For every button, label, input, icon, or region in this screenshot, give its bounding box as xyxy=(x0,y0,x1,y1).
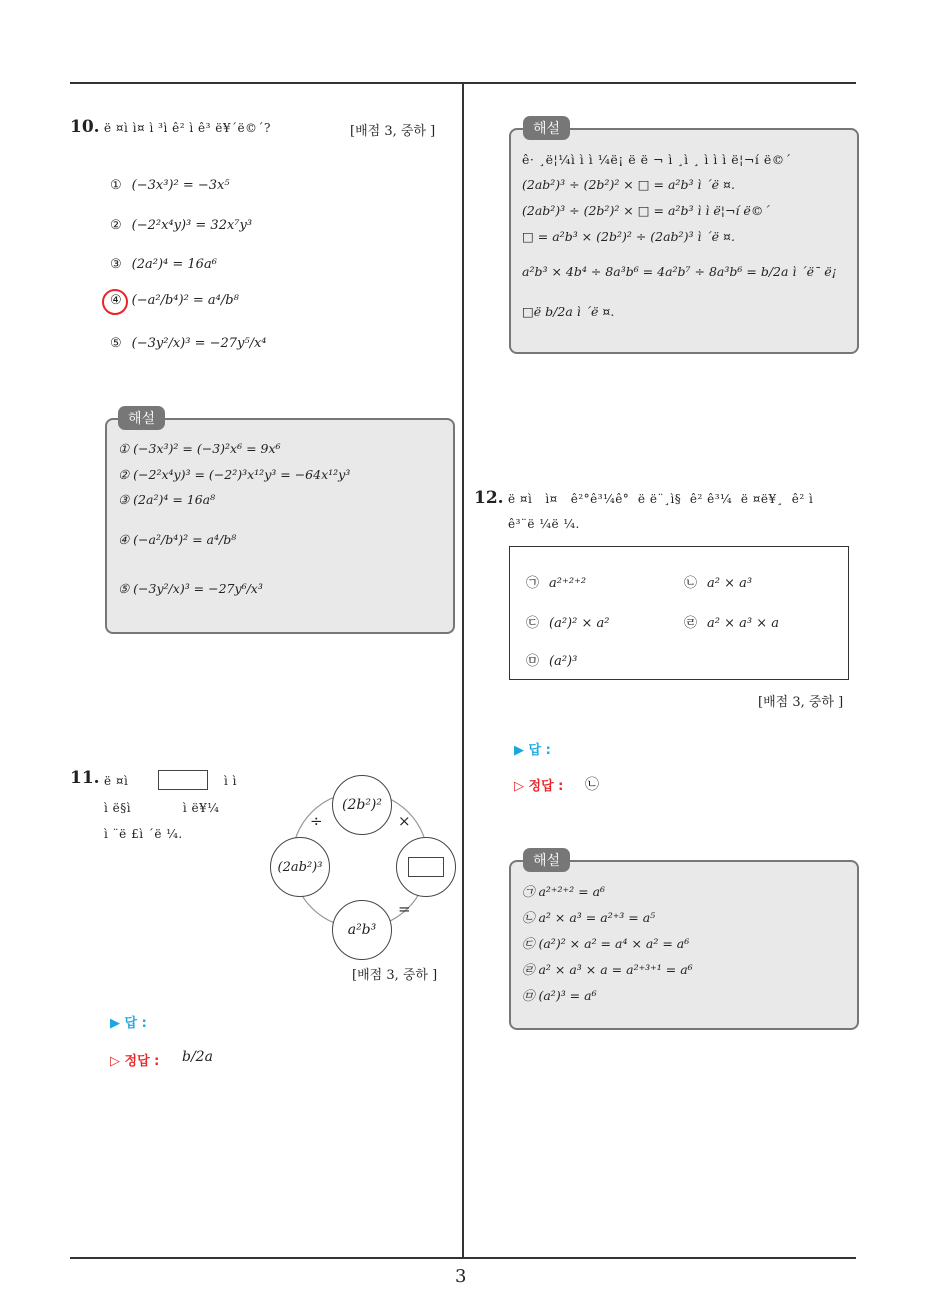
q10-choice-1[interactable] xyxy=(110,178,230,193)
q10-choice-2[interactable] xyxy=(110,218,252,233)
q10-choice-5[interactable] xyxy=(110,336,267,351)
q10-solution-line: ① (−3x³)² = (−3)²x⁶ = 9x⁶ xyxy=(118,441,281,456)
q12-solution-line: ㉢ (a²)² × a² = a⁴ × a² = a⁶ xyxy=(522,936,690,951)
option-expr: a² × a³ xyxy=(707,576,753,591)
choice-number: ① xyxy=(110,178,122,193)
q11-number: 11. xyxy=(70,768,100,788)
q11-correct-value: b/2a xyxy=(182,1049,213,1065)
q10-solution-line: ③ (2a²)⁴ = 16a⁸ xyxy=(118,492,216,507)
q12-answer-label: ▶ 답 : xyxy=(514,743,551,758)
q10-prompt: ë ¤ì ì¤ ì ³ì ê² ì ê³ ë¥´ë©´? xyxy=(104,121,271,135)
choice-number: ③ xyxy=(110,257,122,272)
q11-solution-line: (2ab²)³ ÷ (2b²)² × □ = a²b³ ì ì ë¦¬í ë©´ xyxy=(522,203,770,218)
q12-solution-line: ㉠ a²⁺²⁺² = a⁶ xyxy=(522,884,606,899)
choice-expr: (−3x³)² = −3x⁵ xyxy=(131,178,230,193)
column-divider xyxy=(462,83,464,1259)
q12-prompt-line2: ê³¨ë ¼ë ¼. xyxy=(508,517,580,531)
q11-points: [배점 3, 중하 ] xyxy=(352,968,438,983)
q10-number: 10. xyxy=(70,117,100,137)
q11-node-top: (2b²)² xyxy=(332,775,392,835)
choice-number: ② xyxy=(110,218,122,233)
q10-solution-line: ② (−2²x⁴y)³ = (−2²)³x¹²y³ = −64x¹²y³ xyxy=(118,467,351,482)
q11-op-divide: ÷ xyxy=(310,812,323,830)
q11-node-right[interactable] xyxy=(396,837,456,897)
q10-solution-line: ⑤ (−3y²/x)³ = −27y⁶/x³ xyxy=(118,581,263,596)
q11-answer-label: ▶ 답 : xyxy=(110,1016,147,1031)
q12-option-1[interactable] xyxy=(526,572,586,591)
bottom-rule xyxy=(70,1257,856,1259)
choice-number: ④ xyxy=(110,293,122,308)
q11-solution-line: (2ab²)³ ÷ (2b²)² × □ = a²b³ ì ´ë ¤. xyxy=(522,177,735,192)
q10-choice-3[interactable] xyxy=(110,257,217,272)
choice-expr: (2a²)⁴ = 16a⁶ xyxy=(131,257,217,272)
q10-choice-4[interactable] xyxy=(110,293,239,308)
q12-solution-line: ㉤ (a²)³ = a⁶ xyxy=(522,988,597,1003)
choice-expr: (−a²/b⁴)² = a⁴/b⁸ xyxy=(131,293,239,308)
option-mark: ㉡ xyxy=(684,576,698,591)
q11-solution-line: a²b³ × 4b⁴ ÷ 8a³b⁶ = 4a²b⁷ ÷ 8a³b⁶ = b/2a ì ´ë¯ ë¡ xyxy=(522,264,837,279)
q11-op-multiply: × xyxy=(398,812,411,830)
choice-expr: (−3y²/x)³ = −27y⁵/x⁴ xyxy=(131,336,267,351)
q12-option-3[interactable] xyxy=(526,612,609,631)
option-expr: a²⁺²⁺² xyxy=(549,576,587,591)
q10-solution-line: ④ (−a²/b⁴)² = a⁴/b⁸ xyxy=(118,532,237,547)
q12-option-2[interactable] xyxy=(684,572,752,591)
q11-prompt-line3: ì ¨ë £ì ´ë ¼. xyxy=(104,827,183,841)
q12-number: 12. xyxy=(474,488,504,508)
option-expr: a² × a³ × a xyxy=(707,616,780,631)
option-mark: ㉢ xyxy=(526,616,540,631)
q10-points: [배점 3, 중하 ] xyxy=(350,124,436,139)
q12-option-5[interactable] xyxy=(526,650,577,669)
q11-solution-line: ê· ¸ë¦¼ì ì ì ¼ë¡ ë ë ¬ ì ¸ì ¸ ì ì ì ë¦¬í ë©´ xyxy=(522,152,792,167)
q12-solution-tag: 해설 xyxy=(523,848,570,872)
page-number: 3 xyxy=(455,1266,467,1287)
q12-correct-label: ▷ 정답 : xyxy=(514,779,564,794)
q12-prompt-line1: ë ¤ì ì¤ ê²°ê³¼ê° ë ë¨¸ì§ ê² ê³¼ ë ¤ë¥¸ ê² ì xyxy=(508,492,814,506)
option-mark: ㉤ xyxy=(526,654,540,669)
q11-blank-box[interactable] xyxy=(158,770,208,790)
q11-prompt-line1: ë ¤ì xyxy=(104,774,129,788)
option-expr: (a²)² × a² xyxy=(549,616,610,631)
q12-solution-line: ㉣ a² × a³ × a = a²⁺³⁺¹ = a⁶ xyxy=(522,962,693,977)
q11-prompt-line1b: ì ì xyxy=(224,774,237,788)
q12-option-4[interactable] xyxy=(684,612,779,631)
q11-solution-line: □ = a²b³ × (2b²)² ÷ (2ab²)³ ì ´ë ¤. xyxy=(522,229,735,244)
q11-node-right-blank xyxy=(408,857,444,877)
choice-number: ⑤ xyxy=(110,336,122,351)
q11-op-equals: = xyxy=(398,900,411,918)
q11-solution-tag: 해설 xyxy=(523,116,570,140)
q12-solution-line: ㉡ a² × a³ = a²⁺³ = a⁵ xyxy=(522,910,656,925)
q11-prompt-line2: ì ë§ì ì ë¥¼ xyxy=(104,801,220,815)
option-expr: (a²)³ xyxy=(549,654,578,669)
q10-solution-tag: 해설 xyxy=(118,406,165,430)
q11-node-bottom: a²b³ xyxy=(332,900,392,960)
q11-solution-line: □ë b/2a ì ´ë ¤. xyxy=(522,304,615,319)
q12-correct-value: ㉡ xyxy=(585,777,599,793)
option-mark: ㉣ xyxy=(684,616,698,631)
option-mark: ㉠ xyxy=(526,576,540,591)
q12-points: [배점 3, 중하 ] xyxy=(758,695,844,710)
q11-correct-label: ▷ 정답 : xyxy=(110,1054,160,1069)
q11-node-left: (2ab²)³ xyxy=(270,837,330,897)
choice-expr: (−2²x⁴y)³ = 32x⁷y³ xyxy=(131,218,253,233)
